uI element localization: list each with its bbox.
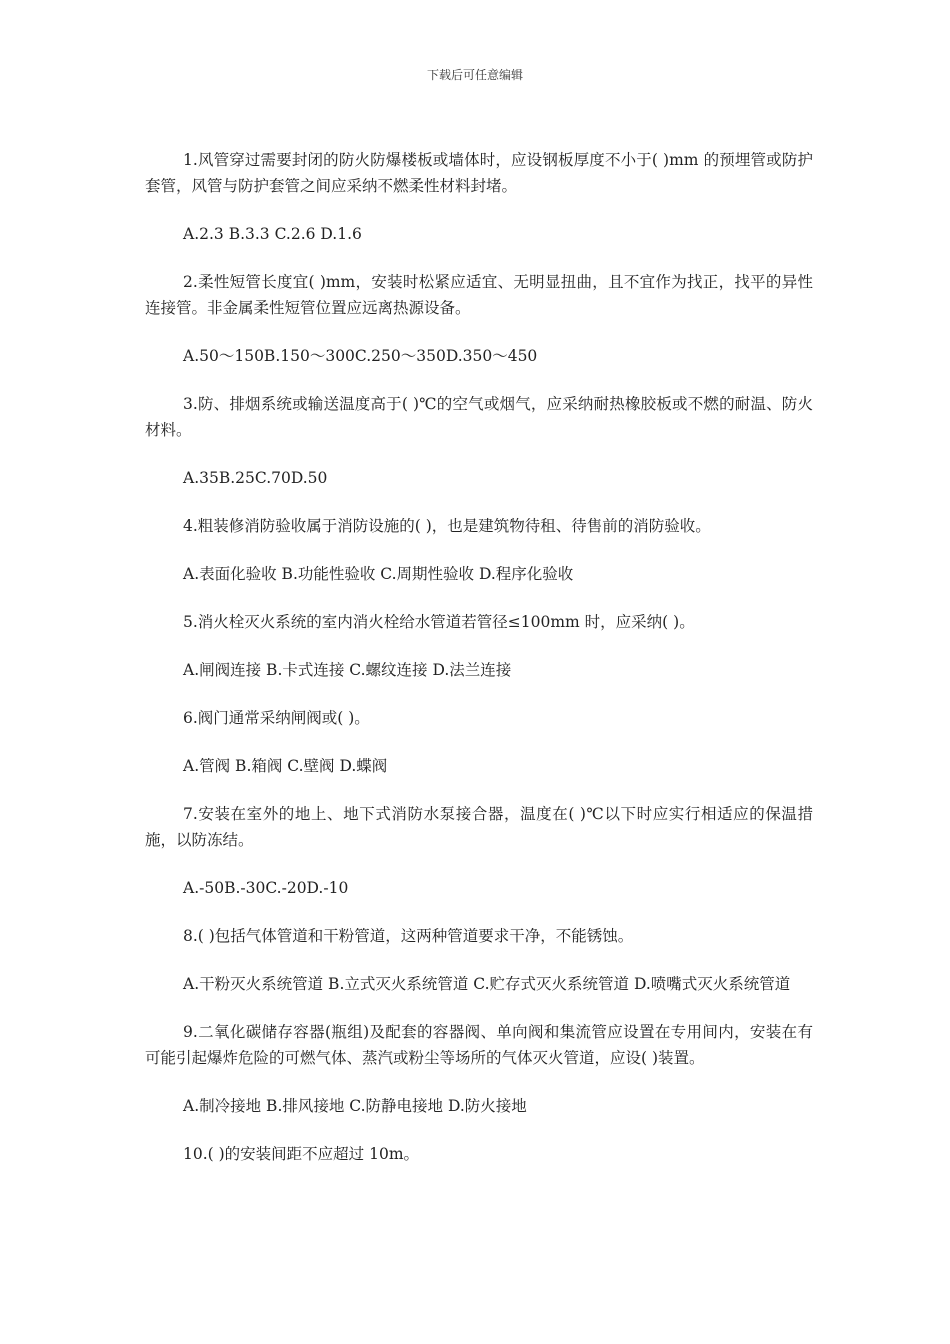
options-6: A.管阀 B.箱阀 C.壁阀 D.蝶阀 <box>183 757 388 775</box>
options-1: A.2.3 B.3.3 C.2.6 D.1.6 <box>183 225 362 243</box>
document-body <box>145 147 813 1189</box>
options-3: A.35B.25C.70D.50 <box>183 469 328 487</box>
question-7: 7.安装在室外的地上、地下式消防水泵接合器，温度在( )℃以下时应实行相适应的保温措施，以防冻结。 <box>145 805 813 849</box>
page-header: 下载后可任意编辑 <box>426 68 523 82</box>
question-8: 8.( )包括气体管道和干粉管道，这两种管道要求干净，不能锈蚀。 <box>183 927 634 945</box>
options-7: A.-50B.-30C.-20D.-10 <box>183 879 349 897</box>
options-5: A.闸阀连接 B.卡式连接 C.螺纹连接 D.法兰连接 <box>183 661 512 679</box>
question-4: 4.粗装修消防验收属于消防设施的( )，也是建筑物待租、待售前的消防验收。 <box>183 517 711 535</box>
options-9: A.制冷接地 B.排风接地 C.防静电接地 D.防火接地 <box>183 1097 527 1115</box>
options-8: A.干粉灭火系统管道 B.立式灭火系统管道 C.贮存式灭火系统管道 D.喷嘴式灭火系统管道 <box>183 975 791 993</box>
question-1: 1.风管穿过需要封闭的防火防爆楼板或墙体时，应设钢板厚度不小于( )mm 的预埋管或防护套管，风管与防护套管之间应采纳不燃柔性材料封堵。 <box>145 151 813 195</box>
options-4: A.表面化验收 B.功能性验收 C.周期性验收 D.程序化验收 <box>183 565 574 583</box>
question-6: 6.阀门通常采纳闸阀或( )。 <box>183 709 370 727</box>
question-5: 5.消火栓灭火系统的室内消火栓给水管道若管径≤100mm 时，应采纳( )。 <box>183 613 695 631</box>
question-9: 9.二氧化碳储存容器(瓶组)及配套的容器阀、单向阀和集流管应设置在专用间内，安装在有可能引起爆炸危险的可燃气体、蒸汽或粉尘等场所的气体灭火管道，应设( )装置。 <box>145 1023 813 1067</box>
question-10: 10.( )的安装间距不应超过 10m。 <box>183 1145 420 1163</box>
options-2: A.50～150B.150～300C.250～350D.350～450 <box>183 347 538 365</box>
question-2: 2.柔性短管长度宜( )mm，安装时松紧应适宜、无明显扭曲，且不宜作为找正，找平的异性连接管。非金属柔性短管位置应远离热源设备。 <box>145 273 813 317</box>
question-3: 3.防、排烟系统或输送温度高于( )℃的空气或烟气，应采纳耐热橡胶板或不燃的耐温、防火材料。 <box>145 395 813 439</box>
